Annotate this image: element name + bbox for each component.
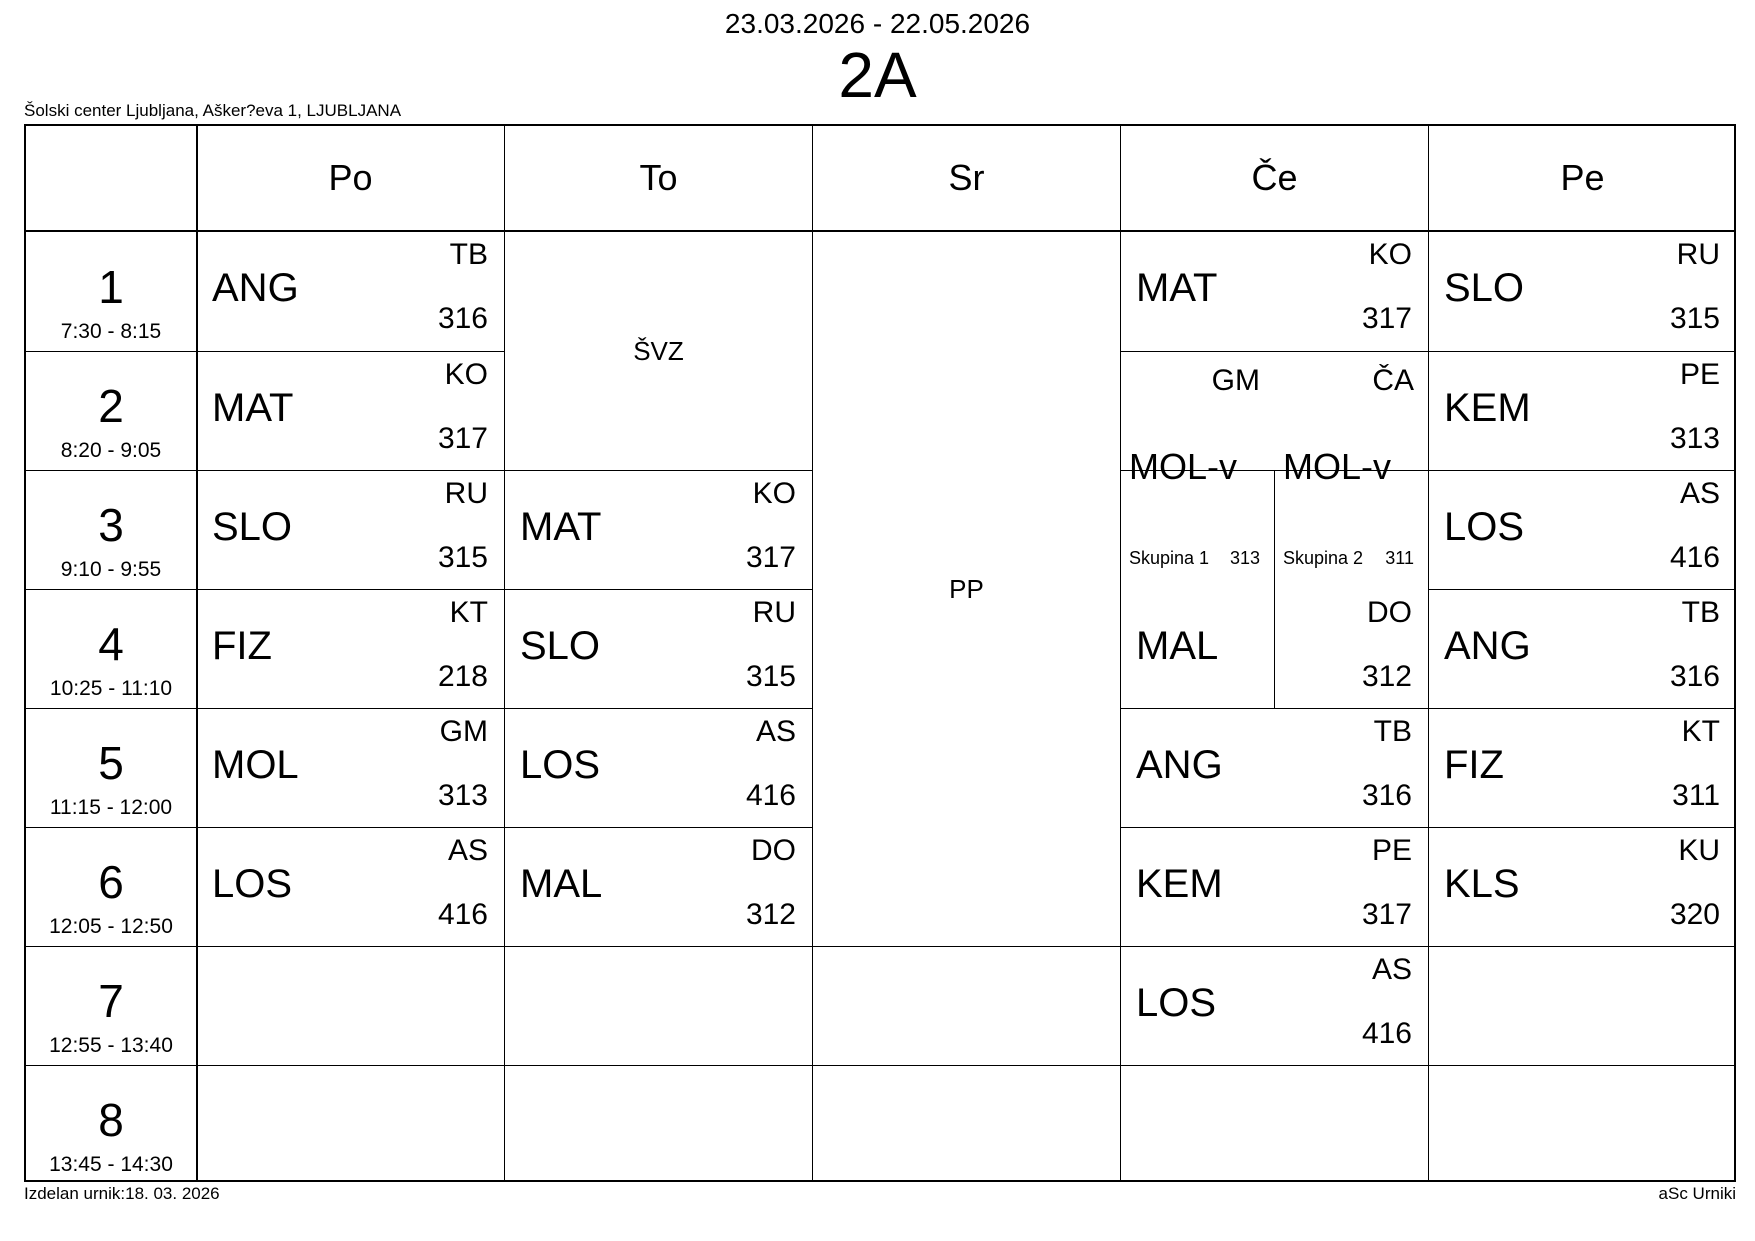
lesson-po-1[interactable]	[197, 232, 504, 351]
lesson-po-4[interactable]	[197, 590, 504, 708]
room: 313	[1669, 422, 1720, 455]
room: 416	[437, 898, 488, 931]
teacher-code: AS	[755, 715, 796, 748]
teacher-code: KU	[1678, 834, 1720, 867]
period-time: 10:25 - 11:10	[49, 677, 173, 700]
room: 315	[437, 541, 488, 574]
period-number: 5	[98, 737, 124, 789]
lesson-to-4[interactable]	[505, 590, 812, 708]
lesson-pe-1[interactable]	[1429, 232, 1736, 351]
subject: KEM	[1136, 862, 1223, 906]
subject: ANG	[212, 266, 299, 310]
lesson-ce-6[interactable]	[1121, 828, 1428, 946]
lesson-ce-4[interactable]	[1121, 590, 1428, 708]
lesson-ce-split-group-2[interactable]	[1275, 352, 1428, 589]
teacher-code: KO	[1368, 238, 1412, 271]
group-label: Skupina 2	[1283, 548, 1364, 568]
lesson-po-6[interactable]	[197, 828, 504, 946]
lesson-ce-7[interactable]	[1121, 947, 1428, 1065]
day-header-to: To	[639, 157, 678, 198]
teacher-code: KT	[1681, 715, 1720, 748]
teacher-code: GM	[1211, 364, 1260, 397]
room: 317	[1361, 898, 1412, 931]
teacher-code: PE	[1371, 834, 1412, 867]
lesson-pe-5[interactable]	[1429, 709, 1736, 827]
room: 316	[1669, 660, 1720, 693]
lesson-pe-6[interactable]	[1429, 828, 1736, 946]
timetable-grid	[24, 124, 1736, 1182]
teacher-code: TB	[1681, 596, 1720, 629]
teacher-code: KO	[444, 358, 488, 391]
subject: MOL-v	[1283, 446, 1391, 487]
room: 311	[1385, 548, 1414, 568]
period-number: 4	[98, 618, 124, 670]
room: 416	[1361, 1017, 1412, 1050]
period-number: 1	[98, 261, 124, 313]
lesson-pe-4[interactable]	[1429, 590, 1736, 708]
group-label: Skupina 1	[1129, 548, 1210, 568]
period-time: 12:05 - 12:50	[49, 915, 173, 938]
room: 315	[1669, 302, 1720, 335]
subject: KEM	[1444, 386, 1531, 430]
lesson-ce-split-group-1[interactable]	[1121, 352, 1274, 589]
room: 316	[437, 302, 488, 335]
teacher-code: TB	[449, 238, 488, 271]
teacher-code: PE	[1679, 358, 1720, 391]
day-header-po: Po	[328, 157, 373, 198]
day-header-pe: Pe	[1560, 157, 1605, 198]
teacher-code: DO	[1367, 596, 1412, 629]
subject: SLO	[212, 505, 293, 549]
subject: MOL	[212, 743, 299, 787]
subject: KLS	[1444, 862, 1520, 906]
created-date: Izdelan urnik:18. 03. 2026	[24, 1184, 220, 1203]
teacher-code: KO	[752, 477, 796, 510]
block-svz[interactable]: ŠVZ	[633, 336, 684, 366]
teacher-code: GM	[439, 715, 488, 748]
room: 317	[437, 422, 488, 455]
subject: LOS	[520, 743, 601, 787]
room: 312	[745, 898, 796, 931]
teacher-code: RU	[752, 596, 796, 629]
teacher-code: DO	[751, 834, 796, 867]
period-number: 3	[98, 499, 124, 551]
class-title: 2A	[838, 39, 917, 111]
period-time: 13:45 - 14:30	[49, 1153, 173, 1176]
school-info: Šolski center Ljubljana, Ašker?eva 1, LJUBLJANA	[24, 101, 402, 120]
room: 320	[1669, 898, 1720, 931]
teacher-code: AS	[1679, 477, 1720, 510]
subject: ANG	[1444, 624, 1531, 668]
teacher-code: ČA	[1372, 364, 1414, 397]
lesson-ce-5[interactable]	[1121, 709, 1428, 827]
software-credit: aSc Urniki	[1658, 1184, 1736, 1203]
date-range: 23.03.2026 - 22.05.2026	[724, 8, 1031, 39]
subject: LOS	[1444, 505, 1525, 549]
lesson-po-2[interactable]	[197, 352, 504, 470]
teacher-code: TB	[1373, 715, 1412, 748]
day-header-ce: Če	[1251, 157, 1298, 198]
subject: MAL	[1136, 624, 1219, 668]
lesson-ce-1[interactable]	[1121, 232, 1428, 351]
teacher-code: RU	[444, 477, 488, 510]
teacher-code: AS	[447, 834, 488, 867]
room: 313	[1229, 548, 1260, 568]
period-number: 7	[98, 975, 124, 1027]
period-number: 6	[98, 856, 124, 908]
room: 316	[1361, 779, 1412, 812]
lesson-pe-2[interactable]	[1429, 352, 1736, 470]
lesson-po-5[interactable]	[197, 709, 504, 827]
subject: LOS	[212, 862, 293, 906]
period-time: 8:20 - 9:05	[60, 439, 162, 462]
subject: MAT	[1136, 266, 1218, 310]
room: 317	[745, 541, 796, 574]
period-number: 2	[98, 380, 124, 432]
lesson-to-6[interactable]	[505, 828, 812, 946]
room: 311	[1672, 779, 1720, 812]
teacher-code: KT	[449, 596, 488, 629]
period-time: 7:30 - 8:15	[60, 320, 162, 343]
room: 218	[437, 660, 488, 693]
lesson-pe-3[interactable]	[1429, 471, 1736, 589]
room: 313	[437, 779, 488, 812]
period-time: 11:15 - 12:00	[49, 796, 173, 819]
period-time: 12:55 - 13:40	[49, 1034, 173, 1057]
subject: LOS	[1136, 981, 1217, 1025]
subject: MAT	[520, 505, 602, 549]
period-number: 8	[98, 1094, 124, 1146]
lesson-to-3[interactable]	[505, 471, 812, 589]
lesson-po-3[interactable]	[197, 471, 504, 589]
room: 416	[1669, 541, 1720, 574]
teacher-code: AS	[1371, 953, 1412, 986]
period-time: 9:10 - 9:55	[60, 558, 162, 581]
subject: MAL	[520, 862, 603, 906]
room: 416	[745, 779, 796, 812]
subject: SLO	[1444, 266, 1525, 310]
room: 315	[745, 660, 796, 693]
subject: MAT	[212, 386, 294, 430]
subject: MOL-v	[1129, 446, 1237, 487]
room: 312	[1361, 660, 1412, 693]
block-pp[interactable]: PP	[949, 574, 984, 604]
room: 317	[1361, 302, 1412, 335]
subject: FIZ	[1444, 743, 1504, 787]
day-header-sr: Sr	[948, 157, 985, 198]
lesson-to-5[interactable]	[505, 709, 812, 827]
subject: FIZ	[212, 624, 272, 668]
subject: ANG	[1136, 743, 1223, 787]
teacher-code: RU	[1676, 238, 1720, 271]
subject: SLO	[520, 624, 601, 668]
